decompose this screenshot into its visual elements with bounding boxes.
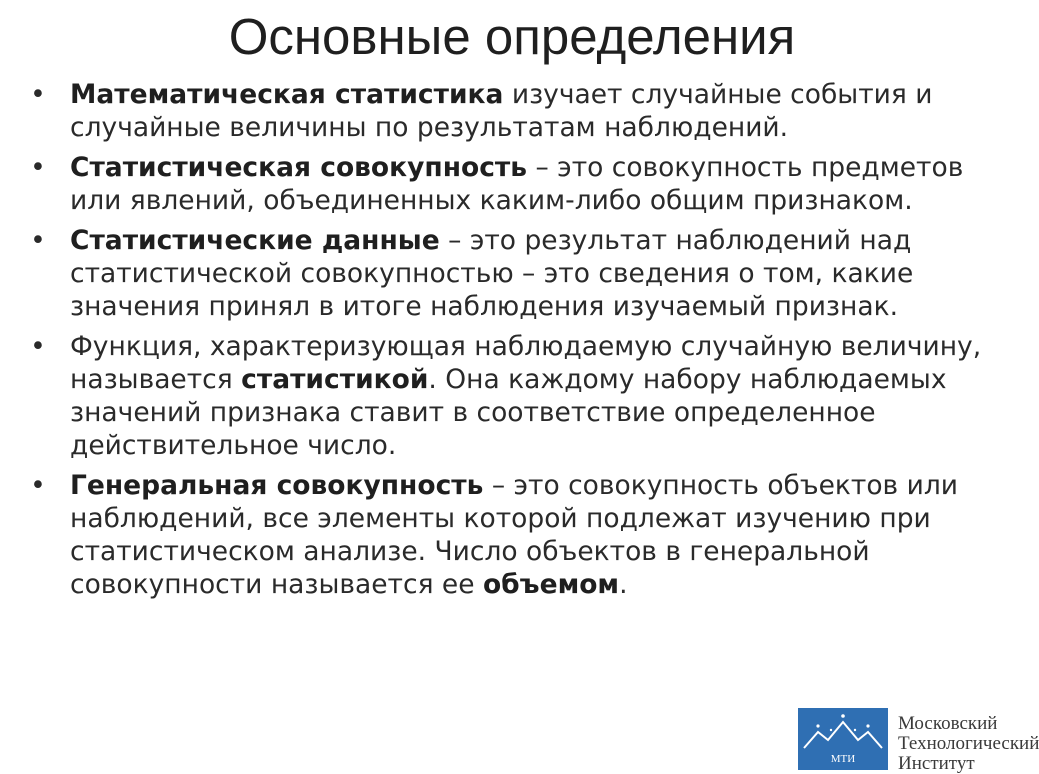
definition-text: – это совокупность объектов или наблюдений, все элементы которой подлежат изучению при статистическом анализе. Число объектов в генеральной совокупности называется ее <box>70 470 958 600</box>
definition-text: – это совокупность предметов или явлений, объединенных каким-либо общим признаком. <box>70 152 964 216</box>
definitions-list <box>28 78 1003 608</box>
term: Статистическая совокупность <box>70 152 528 183</box>
term: Генеральная совокупность <box>70 470 484 501</box>
logo-abbreviation: МТИ <box>830 753 856 765</box>
definition-text: изучает случайные события и случайные величины по результатам наблюдений. <box>70 79 933 143</box>
logo-emblem <box>798 708 888 770</box>
list-item <box>28 151 1003 217</box>
list-item <box>28 78 1003 144</box>
slide-title: Основные определения <box>228 8 796 65</box>
institute-logo <box>798 702 1039 774</box>
bullet-icon: • <box>30 470 46 501</box>
bullet-icon: • <box>30 331 46 362</box>
logo-line: Московский <box>898 713 998 734</box>
logo-line: Технологический <box>898 733 1039 754</box>
logo-line: Институт <box>898 753 975 774</box>
definition-text: . <box>619 569 628 600</box>
bullet-icon: • <box>30 152 46 183</box>
term: статистикой <box>241 364 429 395</box>
term: объемом <box>482 569 620 600</box>
list-item <box>28 330 1003 462</box>
bullet-icon: • <box>30 225 46 256</box>
list-item <box>28 224 1003 323</box>
bullet-icon: • <box>30 79 46 110</box>
definition-text: Функция, характеризующая наблюдаемую случайную величину, называется <box>70 331 982 395</box>
term: Статистические данные <box>70 225 440 256</box>
list-item <box>28 469 1003 601</box>
definition-text: – это результат наблюдений над статистической совокупностью – это сведения о том, какие значения принял в итоге наблюдения изучаемый признак. <box>70 225 914 322</box>
logo-text <box>898 714 1039 774</box>
definition-text: . Она каждому набору наблюдаемых значений признака ставит в соответствие определенное действительное число. <box>70 364 947 461</box>
term: Математическая статистика <box>70 79 504 110</box>
